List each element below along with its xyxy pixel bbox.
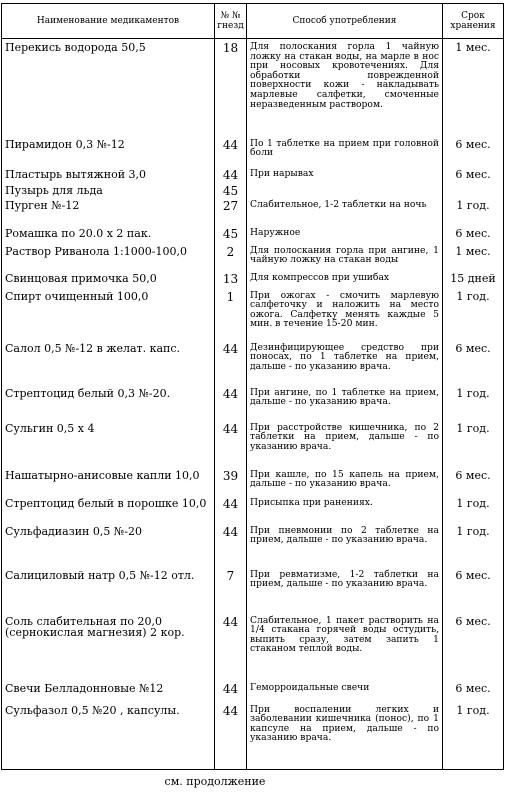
cell-name: Салициловый натр 0,5 №-12 отл.	[2, 567, 215, 613]
table-row	[2, 420, 504, 467]
cell-nest: 44	[215, 523, 247, 567]
table-row	[2, 225, 504, 243]
cell-term: 6 мес.	[443, 680, 504, 702]
cell-nest: 44	[215, 166, 247, 182]
cell-nest: 44	[215, 340, 247, 385]
cell-name: Стрептоцид белый в порошке 10,0	[2, 495, 215, 523]
cell-name: Пузырь для льда	[2, 182, 215, 197]
cell-term: 6 мес.	[443, 613, 504, 680]
cell-term: 6 мес.	[443, 166, 504, 182]
cell-nest: 2	[215, 243, 247, 270]
cell-name: Свечи Белладонновые №12	[2, 680, 215, 702]
cell-nest: 45	[215, 225, 247, 243]
cell-term: 6 мес.	[443, 467, 504, 495]
cell-term: 1 мес.	[443, 39, 504, 136]
table-row	[2, 680, 504, 702]
table-row	[2, 523, 504, 567]
cell-nest: 18	[215, 39, 247, 136]
cell-use: При воспалении легких и заболевании кишечника (понос), по 1 капсуле на прием, дальше - по указанию врача.	[247, 702, 443, 770]
medicines-table	[1, 3, 504, 770]
cell-use: Дезинфицирующее средство при поносах, по 1 таблетке на прием, дальше - по указанию врача.	[247, 340, 443, 385]
cell-use: Для полоскания горла при ангине, 1 чайную ложку на стакан воды	[247, 243, 443, 270]
cell-name: Стрептоцид белый 0,3 №-20.	[2, 385, 215, 420]
cell-term: 1 год.	[443, 702, 504, 770]
cell-term: 1 год.	[443, 495, 504, 523]
cell-term: 6 мес.	[443, 225, 504, 243]
cell-nest: 44	[215, 702, 247, 770]
cell-name: Соль слабительная по 20,0 (сернокислая магнезия) 2 кор.	[2, 613, 215, 680]
cell-name: Спирт очищенный 100,0	[2, 288, 215, 340]
cell-name: Сульгин 0,5 х 4	[2, 420, 215, 467]
cell-term: 1 год.	[443, 288, 504, 340]
table-row	[2, 270, 504, 288]
cell-use: По 1 таблетке на прием при головной боли	[247, 136, 443, 166]
cell-name: Ромашка по 20.0 х 2 пак.	[2, 225, 215, 243]
cell-use: При ангине, по 1 таблетке на прием, дальше - по указанию врача.	[247, 385, 443, 420]
cell-nest: 44	[215, 136, 247, 166]
table-row	[2, 467, 504, 495]
table-row	[2, 567, 504, 613]
cell-term: 6 мес.	[443, 340, 504, 385]
cell-term: 6 мес.	[443, 567, 504, 613]
cell-nest: 44	[215, 385, 247, 420]
header-term: Срок хранения	[443, 4, 504, 39]
header-name: Наименование медикаментов	[2, 4, 215, 39]
cell-name: Свинцовая примочка 50,0	[2, 270, 215, 288]
header-row	[2, 4, 504, 39]
cell-nest: 39	[215, 467, 247, 495]
cell-nest: 44	[215, 613, 247, 680]
cell-term: 1 год.	[443, 523, 504, 567]
cell-use: При пневмонии по 2 таблетке на прием, дальше - по указанию врача.	[247, 523, 443, 567]
cell-use: При расстройстве кишечника, по 2 таблетки на прием, дальше - по указанию врача.	[247, 420, 443, 467]
table-row	[2, 197, 504, 225]
cell-term: 1 год.	[443, 197, 504, 225]
table-row	[2, 288, 504, 340]
table-row	[2, 495, 504, 523]
table-row	[2, 182, 504, 197]
cell-term	[443, 182, 504, 197]
cell-use	[247, 182, 443, 197]
cell-use: Наружное	[247, 225, 443, 243]
continuation-note: см. продолжение	[164, 775, 266, 788]
cell-name: Сульфазол 0,5 №20 , капсулы.	[2, 702, 215, 770]
cell-use: Для компрессов при ушибах	[247, 270, 443, 288]
cell-nest: 13	[215, 270, 247, 288]
cell-use: Геморроидальные свечи	[247, 680, 443, 702]
cell-name: Нашатырно-анисовые капли 10,0	[2, 467, 215, 495]
cell-nest: 7	[215, 567, 247, 613]
table-row	[2, 702, 504, 770]
cell-use: При ревматизме, 1-2 таблетки на прием, дальше - по указанию врача.	[247, 567, 443, 613]
cell-use: При нарывах	[247, 166, 443, 182]
cell-term: 6 мес.	[443, 136, 504, 166]
cell-use: Слабительное, 1-2 таблетки на ночь	[247, 197, 443, 225]
table-row	[2, 340, 504, 385]
cell-nest: 44	[215, 420, 247, 467]
table-row	[2, 39, 504, 136]
cell-nest: 45	[215, 182, 247, 197]
cell-name: Сульфадиазин 0,5 №-20	[2, 523, 215, 567]
cell-use: Присыпка при ранениях.	[247, 495, 443, 523]
cell-use: Для полоскания горла 1 чайную ложку на стакан воды, на марле в нос при носовых кровотечениях. Для обработки поврежденной поверхности кожи - накладывать марлевые салфетки, смоченные неразведенным раствором.	[247, 39, 443, 136]
cell-term: 1 год.	[443, 420, 504, 467]
table-row	[2, 385, 504, 420]
cell-nest: 44	[215, 680, 247, 702]
header-use: Способ употребления	[247, 4, 443, 39]
cell-name: Раствор Риванола 1:1000-100,0	[2, 243, 215, 270]
table-row	[2, 136, 504, 166]
cell-use: При кашле, по 15 капель на прием, дальше - по указанию врача.	[247, 467, 443, 495]
cell-use: При ожогах - смочить марлевую салфеточку и наложить на место ожога. Салфетку менять каждые 5 мин. в течение 15-20 мин.	[247, 288, 443, 340]
cell-use: Слабительное, 1 пакет растворить на 1/4 стакана горячей воды остудить, выпить сразу, затем запить 1 стаканом теплой воды.	[247, 613, 443, 680]
cell-name: Пластырь вытяжной 3,0	[2, 166, 215, 182]
cell-nest: 44	[215, 495, 247, 523]
cell-term: 1 мес.	[443, 243, 504, 270]
table-row	[2, 166, 504, 182]
cell-nest: 1	[215, 288, 247, 340]
cell-name: Салол 0,5 №-12 в желат. капс.	[2, 340, 215, 385]
table-row	[2, 243, 504, 270]
cell-name: Пирамидон 0,3 №-12	[2, 136, 215, 166]
header-nest: № № гнезд	[215, 4, 247, 39]
cell-nest: 27	[215, 197, 247, 225]
cell-term: 15 дней	[443, 270, 504, 288]
cell-name: Перекись водорода 50,5	[2, 39, 215, 136]
table-row	[2, 613, 504, 680]
cell-term: 1 год.	[443, 385, 504, 420]
cell-name: Пурген №-12	[2, 197, 215, 225]
